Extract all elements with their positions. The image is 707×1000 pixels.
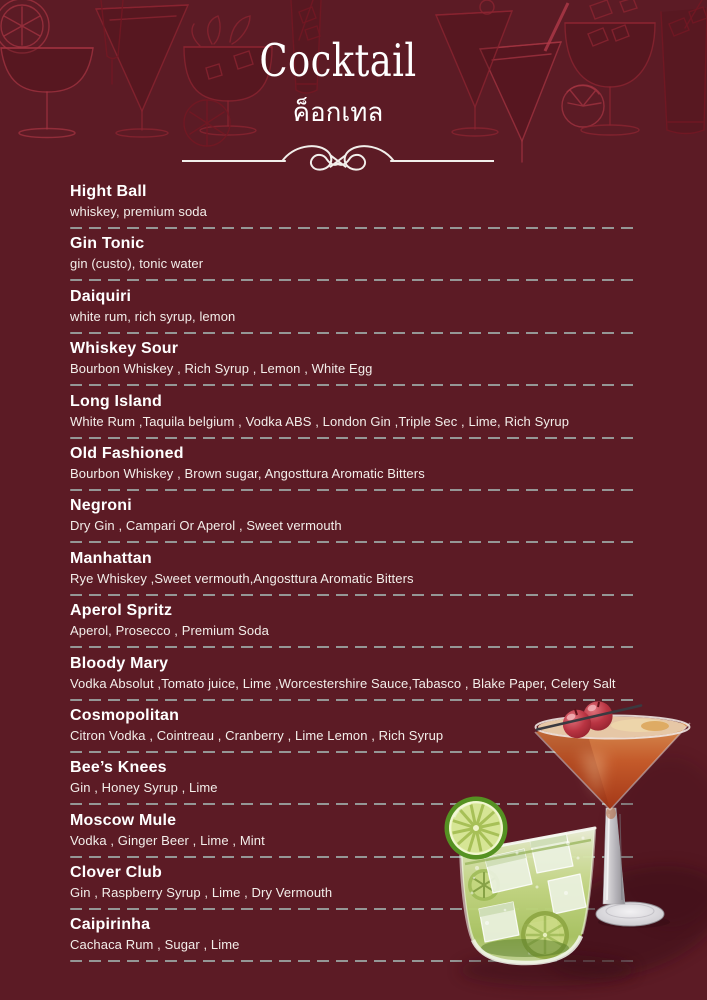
menu-item-ingredients: Gin , Honey Syrup , Lime: [70, 780, 218, 796]
page-title: Cocktail: [259, 34, 417, 87]
menu-item-name: Whiskey Sour: [70, 340, 179, 358]
menu-item: [70, 601, 637, 648]
menu-item: [70, 496, 637, 543]
menu-item: [70, 287, 637, 334]
menu-item-name: Aperol Spritz: [70, 602, 173, 620]
menu-item-name: Cosmopolitan: [70, 706, 180, 724]
menu-item-name: Daiquiri: [70, 287, 132, 305]
menu-item: [70, 234, 637, 281]
menu-item-name: Old Fashioned: [70, 444, 184, 462]
dashed-separator: [70, 489, 637, 491]
dashed-separator: [70, 541, 637, 543]
dashed-separator: [70, 646, 637, 648]
menu-item-ingredients: Bourbon Whiskey , Brown sugar, Angosttura Aromatic Bitters: [70, 465, 425, 481]
menu-item-ingredients: Vodka , Ginger Beer , Lime , Mint: [70, 832, 265, 848]
menu-item-name: Gin Tonic: [70, 235, 145, 253]
menu-item: [70, 392, 637, 439]
menu-item-ingredients: Dry Gin , Campari Or Aperol , Sweet vermouth: [70, 518, 342, 534]
menu-item: [70, 339, 637, 386]
menu-item-ingredients: whiskey, premium soda: [70, 204, 207, 219]
menu-header: [0, 0, 676, 184]
menu-item-ingredients: Gin , Raspberry Syrup , Lime , Dry Vermouth: [70, 885, 333, 901]
dashed-separator: [70, 279, 637, 281]
menu-item: [70, 549, 637, 596]
menu-item-name: Moscow Mule: [70, 811, 177, 829]
menu-item: [70, 182, 637, 229]
dashed-separator: [70, 594, 637, 596]
menu-item: [70, 444, 637, 491]
menu-item-ingredients: Vodka Absolut ,Tomato juice, Lime ,Worcestershire Sauce,Tabasco , Blake Paper, Celery Salt: [70, 675, 616, 691]
dashed-separator: [70, 437, 637, 439]
page-subtitle-thai: ค็อกเทล: [292, 97, 384, 127]
menu-item-name: Negroni: [70, 497, 132, 515]
menu-item-name: Long Island: [70, 392, 162, 410]
menu-item-ingredients: Cachaca Rum , Sugar , Lime: [70, 937, 240, 953]
menu-item-name: Manhattan: [70, 549, 152, 567]
menu-item-ingredients: Rye Whiskey ,Sweet vermouth,Angosttura Aromatic Bitters: [70, 570, 414, 586]
dashed-separator: [70, 227, 637, 229]
menu-item-ingredients: Aperol, Prosecco , Premium Soda: [70, 623, 269, 639]
menu-item-ingredients: Bourbon Whiskey , Rich Syrup , Lemon , White Egg: [70, 361, 373, 377]
menu-item-ingredients: White Rum ,Taquila belgium , Vodka ABS , London Gin ,Triple Sec , Lime, Rich Syrup: [70, 413, 570, 429]
menu-item-ingredients: gin (custo), tonic water: [70, 256, 204, 272]
menu-item-name: Bloody Mary: [70, 654, 169, 672]
flourish-divider-icon: [182, 138, 494, 184]
dashed-separator: [70, 332, 637, 334]
menu-item-ingredients: white rum, rich syrup, lemon: [70, 308, 236, 324]
menu-item-name: Clover Club: [70, 864, 162, 882]
menu-item-name: Caipirinha: [70, 916, 151, 934]
cocktail-illustration: [427, 682, 707, 1000]
menu-item-ingredients: Citron Vodka , Cointreau , Cranberry , Lime Lemon , Rich Syrup: [70, 727, 444, 743]
menu-item-name: Hight Ball: [70, 183, 147, 200]
caipirinha-glass-illustration: [439, 791, 595, 964]
dashed-separator: [70, 384, 637, 386]
menu-item-name: Bee’s Knees: [70, 759, 167, 777]
